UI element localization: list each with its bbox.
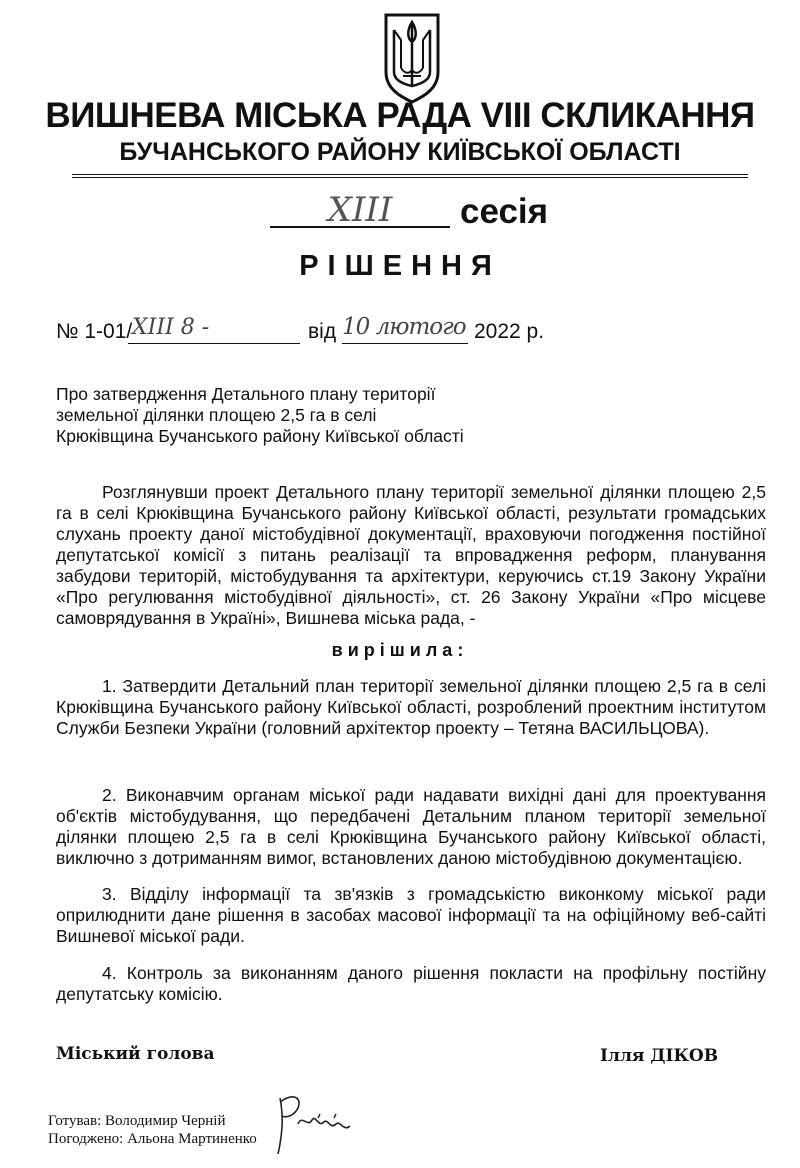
- decision-title: РІШЕННЯ: [299, 250, 501, 282]
- decision-number-line: [128, 343, 300, 344]
- decision-number-prefix: № 1-01/: [56, 320, 133, 343]
- handwritten-signature: [268, 1088, 368, 1160]
- decision-number: XIII 8 -: [132, 315, 210, 340]
- signatory-position: Міський голова: [56, 1044, 215, 1064]
- point-3: 3. Відділу інформації та зв'язків з громадськістю виконкому міської ради оприлюднити дане рішення в засобах масової інформації та на офіційному веб-сайті Вишневої міської ради.: [56, 884, 766, 946]
- date-prefix: від: [308, 320, 337, 343]
- subject-line: Крюківщина Бучанського району Київської області: [56, 426, 464, 446]
- point-1: 1. Затвердити Детальний план території земельної ділянки площею 2,5 га в селі Крюківщина Бучанського району Київської області, розроблений проектним інститутом Служби Безпеки України (головний архітектор проекту – Тетяна ВАСИЛЬЦОВА).: [56, 676, 766, 738]
- decision-date-line: [342, 343, 468, 344]
- session-label: сесія: [460, 192, 549, 231]
- prepared-by: Готував: Володимир Черній: [48, 1113, 226, 1129]
- decision-subject: [56, 384, 526, 447]
- point-4: 4. Контроль за виконанням даного рішення покласти на профільну постійну депутатську комісію.: [56, 963, 766, 1004]
- point-2: 2. Виконавчим органам міської ради надавати вихідні дані для проектування об'єктів містобудування, що передбачені Детальним планом території земельної ділянки площею 2,5 га в селі Крюківщина Бучанського району Київської області, виключно з дотриманням вимог, встановлених даною містобудівною документацією.: [56, 785, 766, 868]
- preamble: Розглянувши проект Детального плану території земельної ділянки площею 2,5 га в селі Крюківщина Бучанського району Київської області, результати громадських слухань проекту даної містобудівної документації, враховуючи погодження постійної депутатської комісії з питань реалізації та впровадження реформ, планування забудови територій, містобудування та архітектури, керуючись ст.19 Закону України «Про регулювання містобудівної діяльності», ст. 26 Закону України «Про місцеве самоврядування в Україні», Вишнева міська рада, -: [56, 482, 766, 628]
- header-divider: [72, 174, 748, 178]
- council-title: ВИШНЕВА МІСЬКА РАДА VIII СКЛИКАННЯ: [45, 96, 755, 135]
- session-number: XIII: [327, 190, 393, 230]
- decision-date: 10 лютого: [342, 314, 466, 340]
- preparation-info: [48, 1112, 257, 1148]
- subject-line: земельної ділянки площею 2,5 га в селі: [56, 405, 377, 425]
- subject-line: Про затвердження Детального плану території: [56, 384, 436, 404]
- resolved-label: вирішила:: [331, 640, 469, 660]
- district-title: БУЧАНСЬКОГО РАЙОНУ КИЇВСЬКОЇ ОБЛАСТІ: [119, 138, 681, 166]
- decision-year: 2022 р.: [474, 320, 545, 343]
- trident-coat-of-arms-icon: [383, 12, 441, 104]
- agreed-by: Погоджено: Альона Мартиненко: [48, 1131, 257, 1147]
- signatory-name: Ілля ДІКОВ: [600, 1046, 719, 1066]
- session-number-line: [270, 226, 450, 228]
